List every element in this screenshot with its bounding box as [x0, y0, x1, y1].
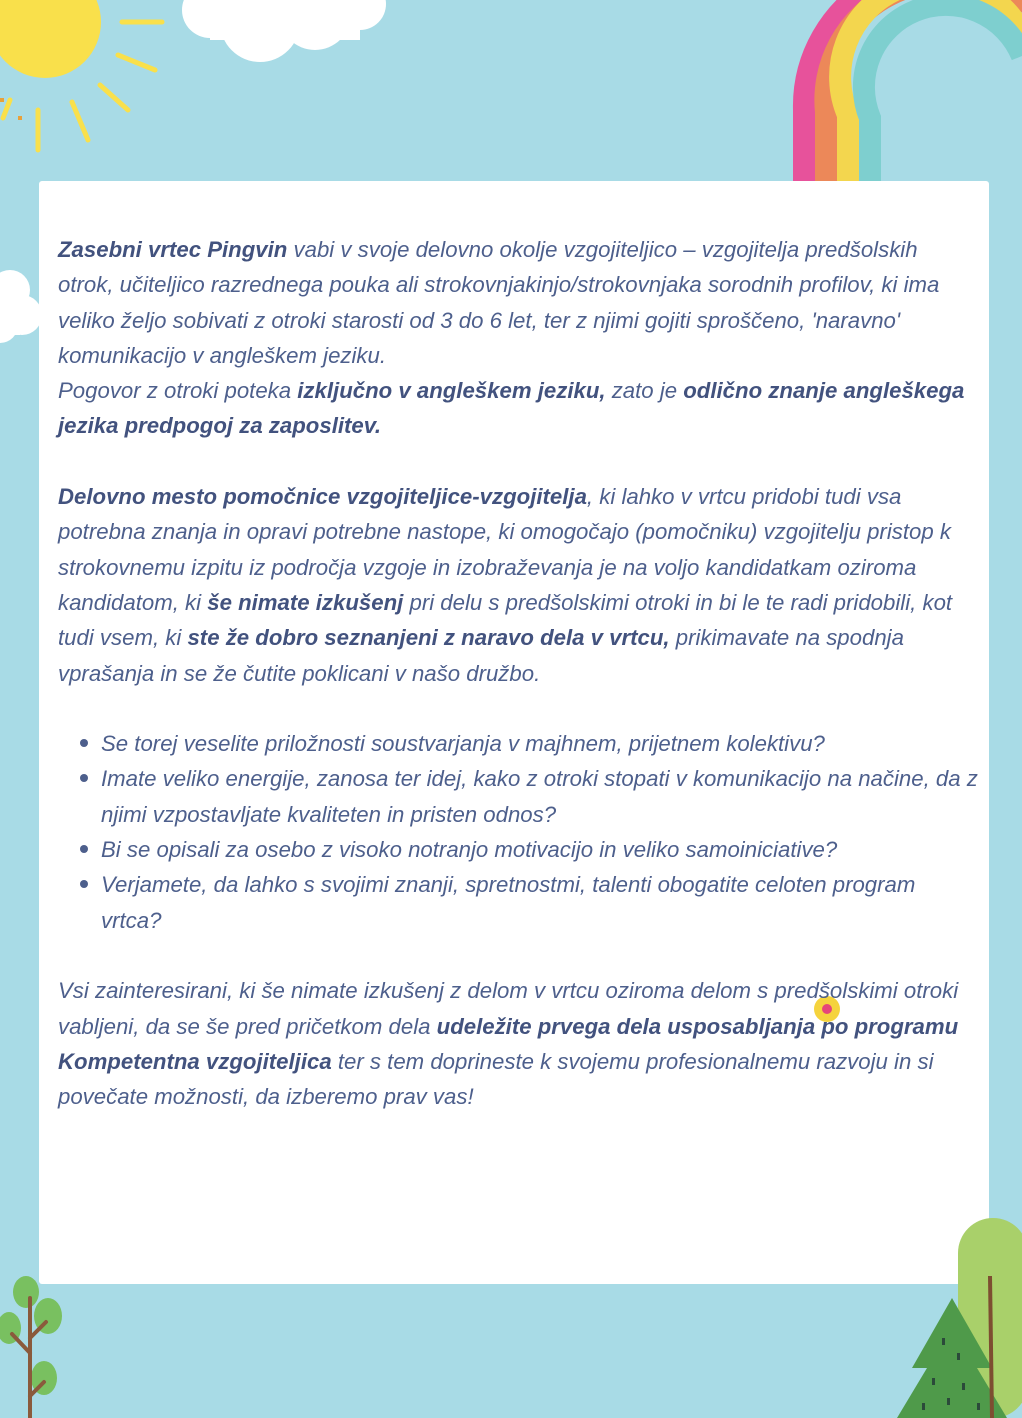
job-posting-text [58, 232, 978, 1114]
list-item: Verjamete, da lahko s svojimi znanji, spretnostmi, talenti obogatite celoten program vrtca? [101, 867, 978, 938]
sun-icon [0, 0, 170, 160]
pine-tree-icon [862, 1218, 1022, 1418]
tree-icon [0, 1278, 80, 1418]
rainbow-icon [792, 0, 1022, 190]
list-item: Bi se opisali za osebo z visoko notranjo motivacijo in veliko samoiniciative? [101, 832, 978, 867]
cloud-icon [180, 0, 390, 70]
list-item: Se torej veselite priložnosti soustvarjanja v majhnem, prijetnem kolektivu? [101, 726, 978, 761]
intro-paragraph: Zasebni vrtec Pingvin vabi v svoje delovno okolje vzgojiteljico – vzgojitelja predšolskih otrok, učiteljico razrednega pouka ali strokovnjakinjo/strokovnjaka sorodnih profilov, ki ima veliko željo sobivati z otroki starosti od 3 do 6 let, ter z njimi gojiti sproščeno, 'naravno' komunikacijo v angleškem jeziku. [58, 237, 940, 368]
language-paragraph: Pogovor z otroki poteka izključno v angleškem jeziku, zato je odlično znanje angleškega jezika predpogoj za zaposlitev. [58, 378, 965, 439]
training-paragraph: Vsi zainteresirani, ki še nimate izkušenj z delom v vrtcu oziroma delom s predšolskimi otroki vabljeni, da se še pred pričetkom dela udeležite prvega dela usposabljanja po programu Kompetentna vzgojiteljica ter s tem doprineste k svojemu profesionalnemu razvoju in si povečate možnosti, da izberemo prav vas! [58, 978, 959, 1110]
assistant-position-paragraph: Delovno mesto pomočnice vzgojiteljice-vzgojitelja, ki lahko v vrtcu pridobi tudi vsa potrebna znanja in opravi potrebne nastope, ki omogočajo (pomočniku) vzgojitelju pristop k strokovnemu izpitu iz področja vzgoje in izobraževanja je na voljo kandidatkam oziroma kandidatom, ki še nimate izkušenj pri delu s predšolskimi otroki in bi le te radi pridobili, kot tudi vsem, ki ste že dobro seznanjeni z naravo dela v vrtcu, prikimavate na spodnja vprašanja in se že čutite poklicani v našo družbo. [58, 484, 953, 686]
questions-list [58, 726, 978, 938]
list-item: Imate veliko energije, zanosa ter idej, kako z otroki stopati v komunikacijo na načine, da z njimi vzpostavljate kvaliteten in pristen odnos? [101, 761, 978, 832]
